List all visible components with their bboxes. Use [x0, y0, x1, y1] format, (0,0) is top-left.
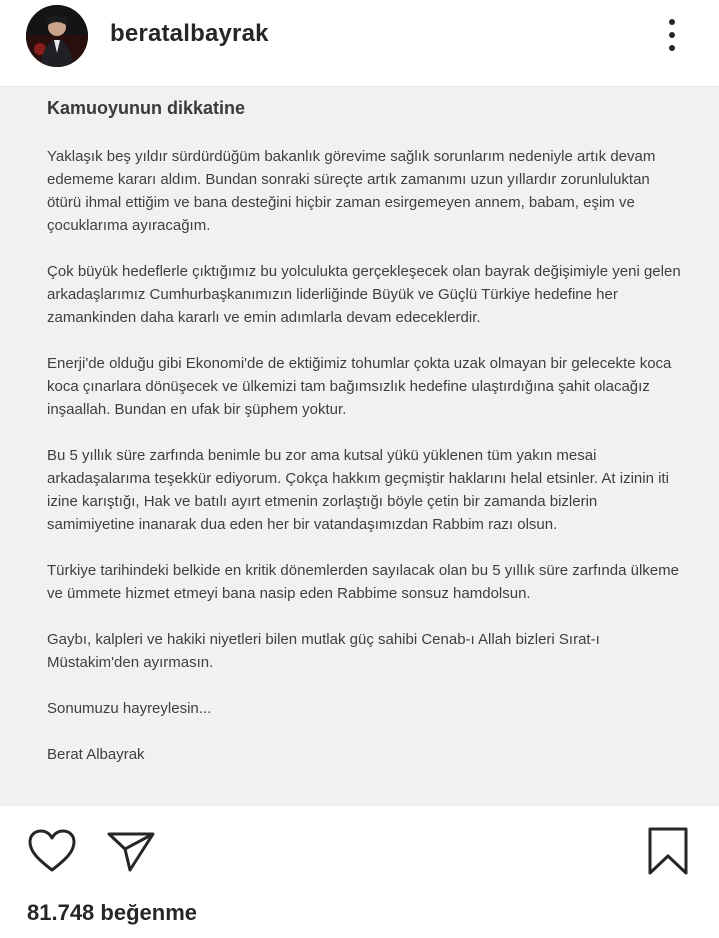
action-bar — [0, 806, 719, 938]
paper-plane-icon — [106, 828, 156, 874]
letter-signature: Berat Albayrak — [47, 746, 145, 763]
letter-paragraph: Yaklaşık beş yıldır sürdürdüğüm bakanlık görevime sağlık sorunlarım nedeniyle artık devam edememe kararı aldım. Bundan sonraki süreçte artık zamanımı uzun yıllardır zorunluluktan ötürü ihmal ettiğim ve bana desteğini hiçbir zaman esirgemeyen annem, babam, eşim ve çocuklarıma ayıracağım. — [47, 148, 656, 234]
letter-paragraph: Enerji'de olduğu gibi Ekonomi'de de ektiğimiz tohumlar çokta uzak olmayan bir gelecekte koca koca çınarlara dönüşecek ve ülkemizi tam bağımsızlık hedefine ulaştırdığına şahit olacağız inşaallah. Bundan en ufak bir şüphem yoktur. — [47, 355, 672, 418]
heart-icon — [27, 828, 77, 874]
avatar[interactable] — [26, 5, 88, 67]
likes-count[interactable]: 81.748 beğenme — [27, 900, 197, 925]
letter-paragraph: Çok büyük hedeflerle çıktığımız bu yolculukta gerçekleşecek olan bayrak değişimiyle yeni gelen arkadaşlarımız Cumhurbaşkanımızın liderliğinde Büyük ve Güçlü Türkiye hedefine her zamankinden daha kararlı ve emin adımlarla devam edeceklerdir. — [47, 263, 681, 326]
like-button[interactable] — [27, 828, 77, 879]
more-options-button[interactable] — [660, 16, 684, 56]
profile-avatar-image — [26, 5, 88, 67]
username[interactable]: beratalbayrak — [110, 20, 269, 47]
letter-paragraph: Türkiye tarihindeki belkide en kritik dönemlerden sayılacak olan bu 5 yıllık süre zarfında ülkeme ve ümmete hizmet etmeyi bana nasip eden Rabbime sonsuz hamdolsun. — [47, 562, 679, 602]
letter-paragraph: Sonumuzu hayreylesin... — [47, 700, 212, 717]
post-header — [0, 0, 719, 87]
bookmark-icon — [646, 826, 690, 876]
save-button[interactable] — [646, 826, 690, 881]
letter-title: Kamuoyunun dikkatine — [47, 98, 246, 118]
share-button[interactable] — [106, 828, 156, 879]
letter-paragraph: Gaybı, kalpleri ve hakiki niyetleri bilen mutlak güç sahibi Cenab-ı Allah bizleri Sırat-ı Müstakim'den ayırmasın. — [47, 631, 600, 671]
post-image[interactable] — [0, 87, 719, 806]
more-vertical-icon — [669, 19, 675, 25]
letter-paragraph: Bu 5 yıllık süre zarfında benimle bu zor ama kutsal yükü yüklenen tüm yakın mesai arkadaşalarıma teşekkür ediyorum. Çokça hakkım geçmiştir haklarını helal etsinler. At izinin iti izine karıştığı, Hak ve batılı ayırt etmenin zorlaştığı böyle çetin bir zamanda bizlerin samimiyetine inanarak dua eden her bir vatandaşımızdan Rabbim razı olsun. — [47, 447, 669, 533]
letter-body — [47, 145, 687, 766]
